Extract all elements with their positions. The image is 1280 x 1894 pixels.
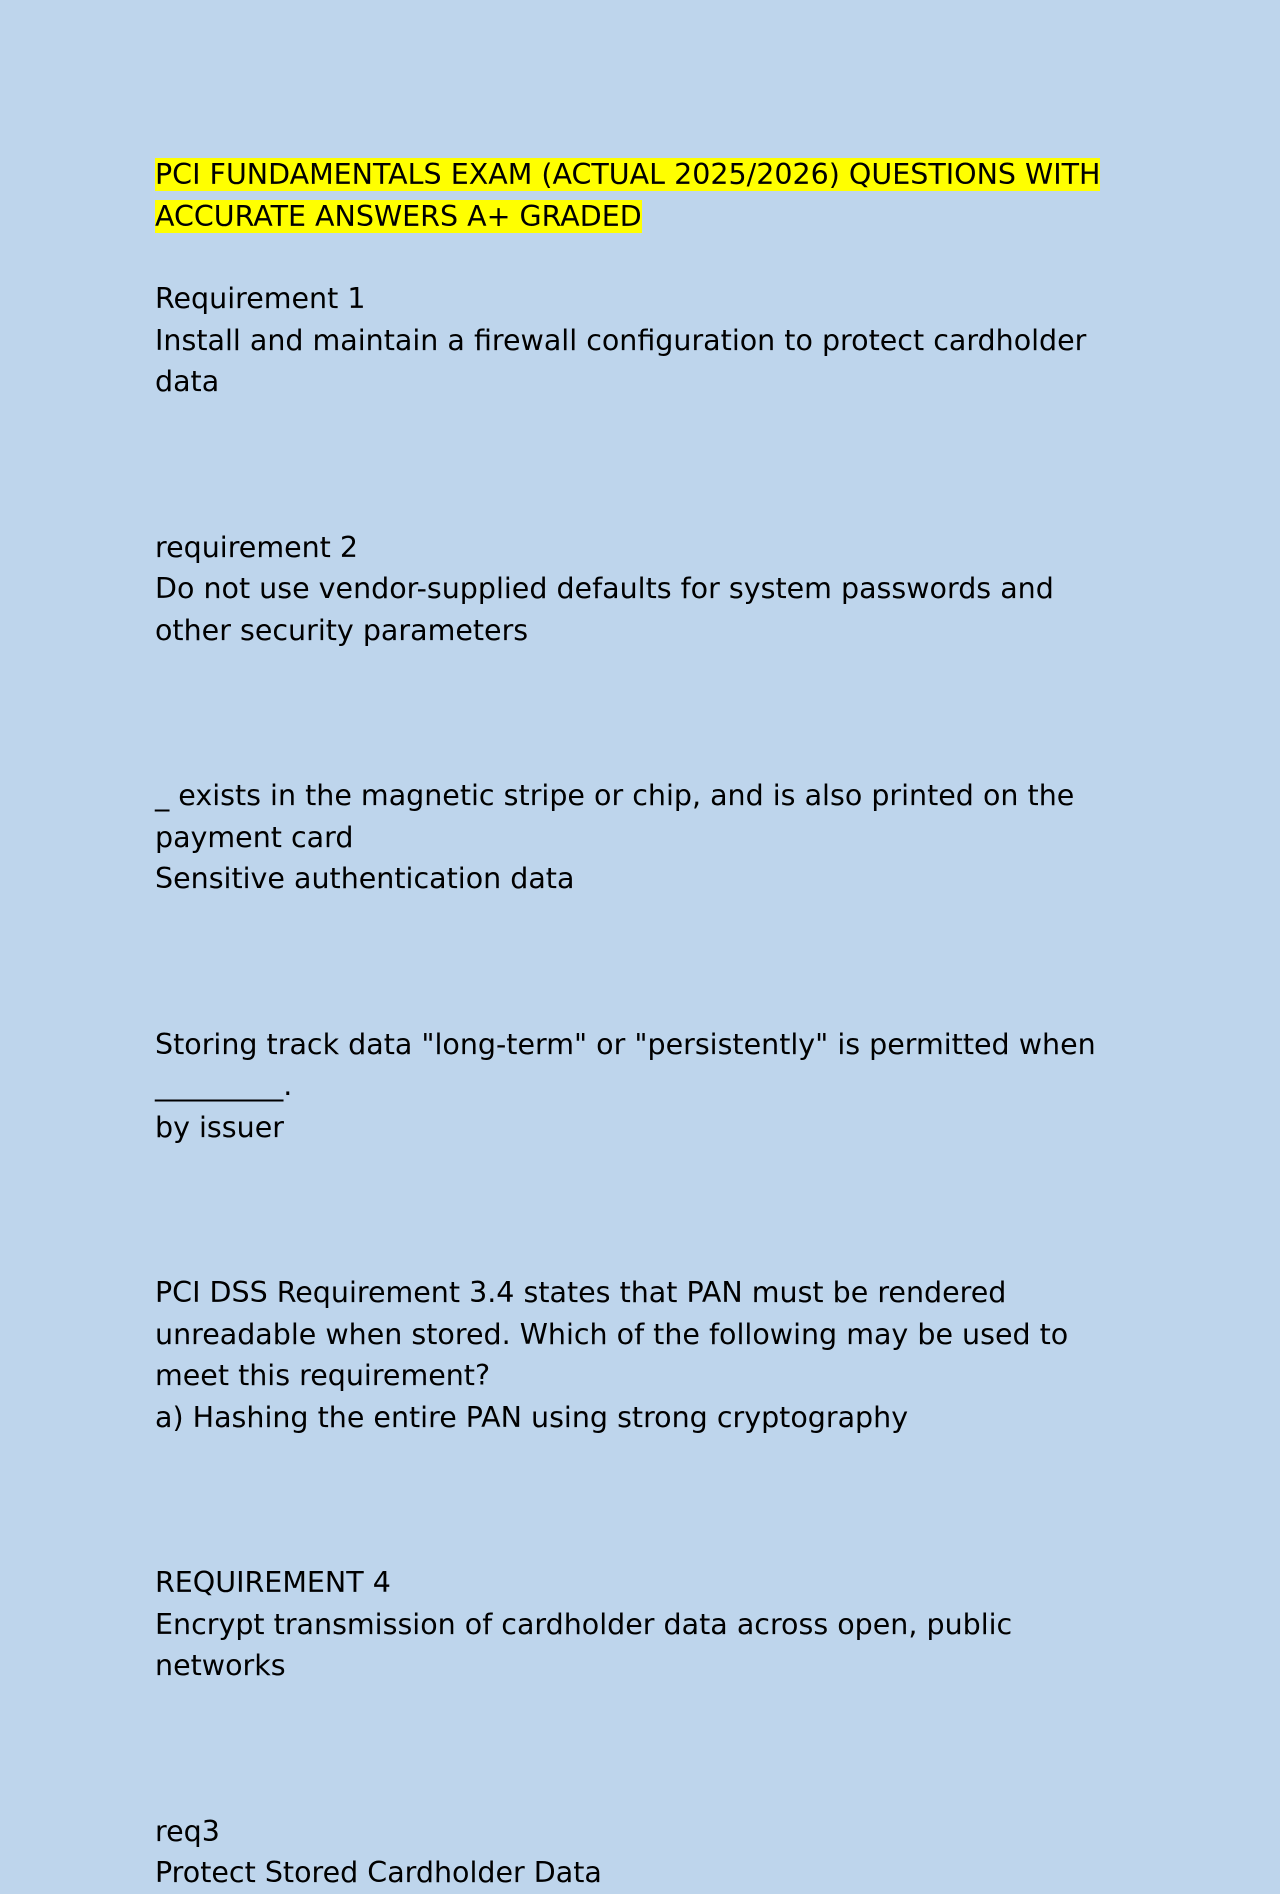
question-text: Requirement 1: [155, 282, 366, 315]
answer-text: Encrypt transmission of cardholder data across open, public networks: [155, 1607, 1013, 1682]
question-text: REQUIREMENT 4: [155, 1566, 391, 1599]
qa-card: [155, 775, 1115, 900]
qa-card: [155, 1272, 1115, 1438]
qa-card: [155, 1024, 1115, 1149]
question-text: Storing track data "long-term" or "persistently" is permitted when _________.: [155, 1027, 1096, 1102]
title-highlight: PCI FUNDAMENTALS EXAM (ACTUAL 2025/2026) QUESTIONS WITH ACCURATE ANSWERS A+ GRADED: [155, 158, 1101, 233]
qa-card: [155, 1562, 1115, 1687]
document-body: [155, 154, 1115, 1894]
qa-card: [155, 278, 1115, 403]
document-title: [155, 154, 1115, 237]
question-text: requirement 2: [155, 530, 359, 564]
qa-card: [155, 527, 1115, 652]
answer-text: Install and maintain a firewall configuration to protect cardholder data: [155, 323, 1087, 398]
answer-text: Do not use vendor-supplied defaults for system passwords and other security parameters: [155, 572, 1054, 647]
answer-text: a) Hashing the entire PAN using strong cryptography: [155, 1400, 909, 1434]
answer-text: by issuer: [155, 1110, 284, 1144]
question-text: PCI DSS Requirement 3.4 states that PAN must be rendered unreadable when stored. Which of the following may be used to meet this requirement?: [155, 1276, 1069, 1392]
qa-card: [155, 1811, 1115, 1894]
answer-text: Protect Stored Cardholder Data: [155, 1856, 602, 1889]
question-text: req3: [155, 1814, 220, 1848]
question-text: _ exists in the magnetic stripe or chip, and is also printed on the payment card: [155, 779, 1075, 854]
answer-text: Sensitive authentication data: [155, 862, 575, 895]
